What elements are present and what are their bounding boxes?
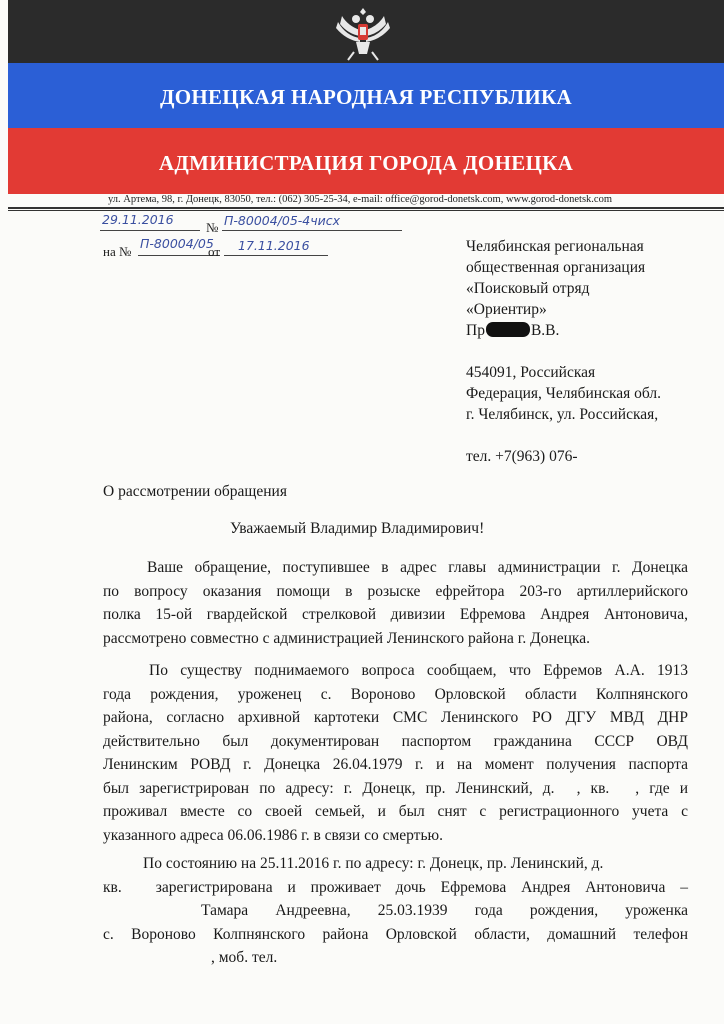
paragraph-line: рассмотрено совместно с администрацией Ленинского района г. Донецка. [103,629,590,647]
recipient-phone: тел. +7(963) 076- [466,448,578,465]
address-part: , кв. [576,779,610,797]
paragraph-line: По существу поднимаемого вопроса сообщаем, что Ефремов А.А. 1913 [149,662,688,679]
recipient-line: общественная организация [466,259,646,276]
paragraph-1 [103,556,688,650]
recipient-line: Челябинская региональная [466,238,644,255]
paragraph-line: по вопросу оказания помощи в розыске ефрейтора 203-го артиллерийского [103,582,688,600]
address-part: , где и [635,779,688,797]
paragraph-line: года рождения, уроженец с. Вороново Орловской области Колпнянского [103,685,688,703]
letterhead-red-band [8,128,724,194]
paragraph-line: действительно был документирован паспортом гражданина СССР ОВД [103,732,688,750]
header-divider [8,207,724,209]
header-divider-thin [8,210,724,211]
number-label: № [206,220,219,235]
reference-prefix: на № [103,244,132,259]
paragraph-line: По состоянию на 25.11.2016 г. по адресу: г. Донецк, пр. Ленинский, д. [143,855,604,872]
reference-date: 17.11.2016 [238,238,310,253]
recipient-name [466,320,661,341]
paragraph-line: полка 15-ой гвардейской стрелковой дивизии Ефремова Андрея Антоновича, [103,606,688,623]
residence-part: зарегистрирована и проживает дочь Ефремова Андрея Антоновича – [155,878,688,896]
administration-title: АДМИНИСТРАЦИЯ ГОРОДА ДОНЕЦКА [158,151,574,175]
registration-date: 29.11.2016 [102,212,174,227]
paragraph-line-residence [103,876,688,900]
dpr-eagle-emblem-icon [332,2,394,62]
reference-from-label: от [208,244,221,259]
date-underline [100,230,200,231]
salutation: Уважаемый Владимир Владимирович! [230,520,485,537]
paragraph-2 [103,659,688,847]
letterhead-blue-band [8,63,724,128]
paragraph-line-address [103,777,688,801]
paragraph-line: проживал вместе со своей семьей, и был снят с регистрационного учета с [103,803,688,820]
number-underline [222,230,402,231]
republic-title: ДОНЕЦКАЯ НАРОДНАЯ РЕСПУБЛИКА [159,85,572,109]
recipient-address-line: г. Челябинск, ул. Российская, [466,406,659,423]
paragraph-line: Ленинским РОВД г. Донецка 26.04.1979 г. и на момент получения паспорта [103,756,688,773]
contact-line: ул. Артема, 98, г. Донецк, 83050, тел.: (062) 305-25-34, e-mail: office@gorod-donetsk.com, www.gorod-donetsk.com [108,194,612,205]
paragraph-line: указанного адреса 06.06.1986 г. в связи со смертью. [103,826,443,844]
recipient-line: «Ориентир» [466,301,547,318]
paragraph-line: с. Вороново Колпнянского района Орловской области, домашний телефон [103,925,688,943]
outgoing-number: П-80004/05-4чисх [224,213,341,228]
reference-number: П-80004/05 [140,236,214,251]
recipient-address-line: Федерация, Челябинская обл. [466,385,661,402]
letterhead-black-band [8,0,724,63]
paragraph-line: района, согласно архивной картотеки СМС Ленинского РО ДГУ МВД ДНР [103,709,688,726]
residence-part: кв. [103,878,122,896]
paragraph-line: , моб. тел. [211,949,278,966]
recipient-address-line: 454091, Российская [466,364,596,381]
ref-date-underline [224,255,328,256]
paragraph-3 [103,852,688,970]
redaction-mark [486,322,530,337]
paragraph-line: Тамара Андреевна, 25.03.1939 года рождения, уроженка [201,902,688,919]
recipient-block [466,236,661,467]
recipient-name-start: Пр [466,322,485,339]
recipient-line: «Поисковый отряд [466,280,590,297]
subject-line: О рассмотрении обращения [103,483,287,500]
paragraph-line: Ваше обращение, поступившее в адрес главы администрации г. Донецка [147,559,688,576]
recipient-name-end: В.В. [530,322,560,339]
address-part: был зарегистрирован по адресу: г. Донецк, пр. Ленинский, д. [103,779,555,797]
